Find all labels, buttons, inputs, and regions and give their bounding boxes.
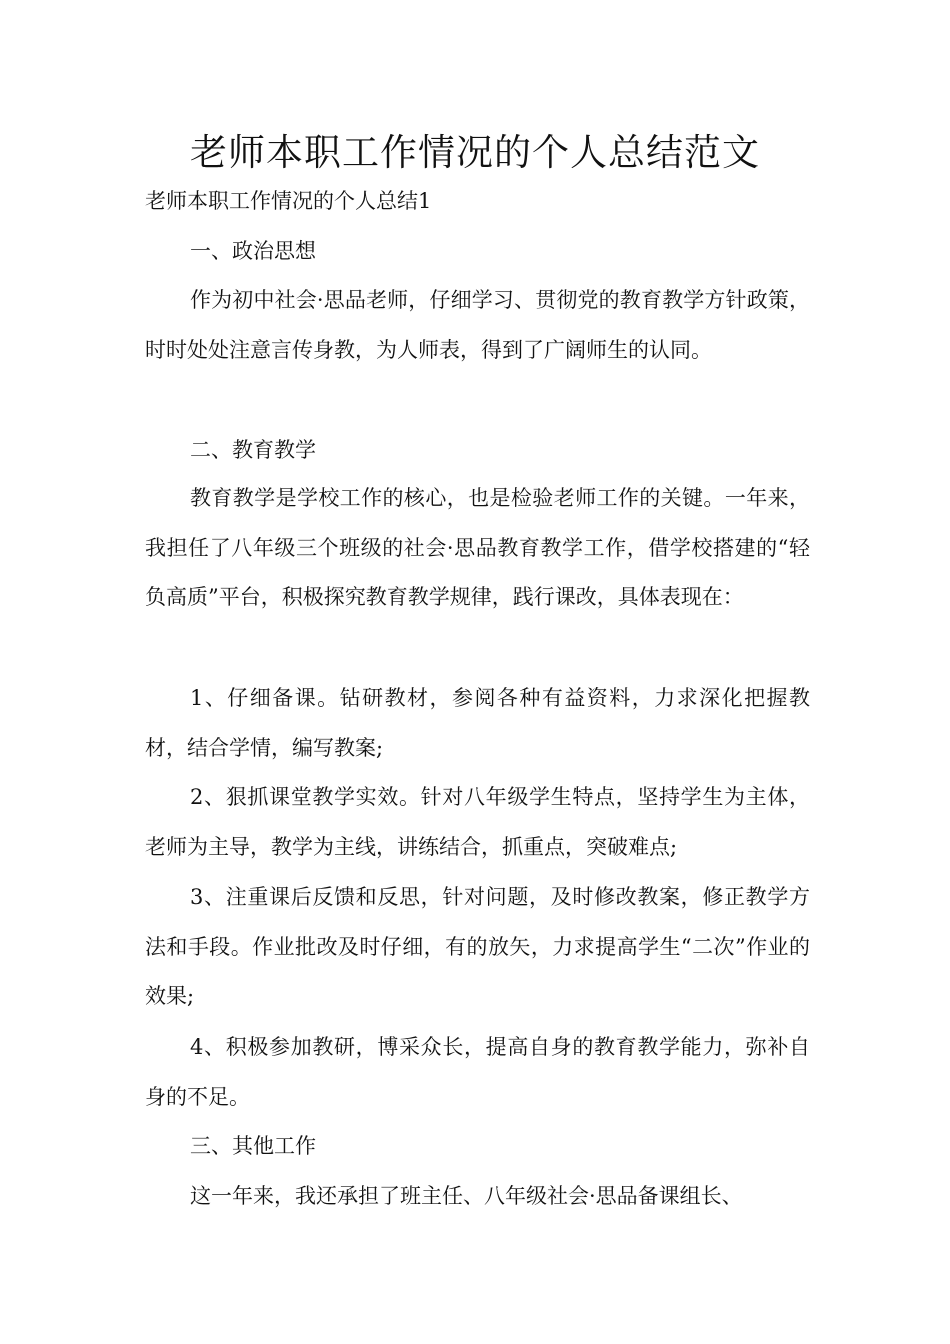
section-heading-teaching: 二、教育教学 <box>190 438 316 462</box>
section-heading-other: 三、其他工作 <box>190 1134 316 1158</box>
document-subtitle: 老师本职工作情况的个人总结1 <box>145 189 432 213</box>
document-title: 老师本职工作情况的个人总结范文 <box>190 131 760 174</box>
paragraph-teaching-item-2: 2、狠抓课堂教学实效。针对八年级学生特点，坚持学生为主体，老师为主导，教学为主线，讲练结合，抓重点，突破难点; <box>145 785 810 859</box>
paragraph-teaching-item-1: 1、仔细备课。钻研教材，参阅各种有益资料，力求深化把握教材，结合学情，编写教案; <box>145 686 810 760</box>
paragraph-politics: 作为初中社会·思品老师，仔细学习、贯彻党的教育教学方针政策，时时处处注意言传身教，为人师表，得到了广阔师生的认同。 <box>145 288 810 362</box>
section-heading-politics: 一、政治思想 <box>190 239 316 263</box>
paragraph-teaching-item-4: 4、积极参加教研，博采众长，提高自身的教育教学能力，弥补自身的不足。 <box>145 1035 810 1109</box>
paragraph-teaching-intro: 教育教学是学校工作的核心，也是检验老师工作的关键。一年来，我担任了八年级三个班级的社会·思品教育教学工作，借学校搭建的“轻负高质”平台，积极探究教育教学规律，践行课改，具体表现在： <box>145 486 810 609</box>
paragraph-teaching-item-3: 3、注重课后反馈和反思，针对问题，及时修改教案，修正教学方法和手段。作业批改及时仔细，有的放矢，力求提高学生“二次”作业的效果; <box>145 885 810 1008</box>
paragraph-other: 这一年来，我还承担了班主任、八年级社会·思品备课组长、 <box>190 1184 743 1208</box>
